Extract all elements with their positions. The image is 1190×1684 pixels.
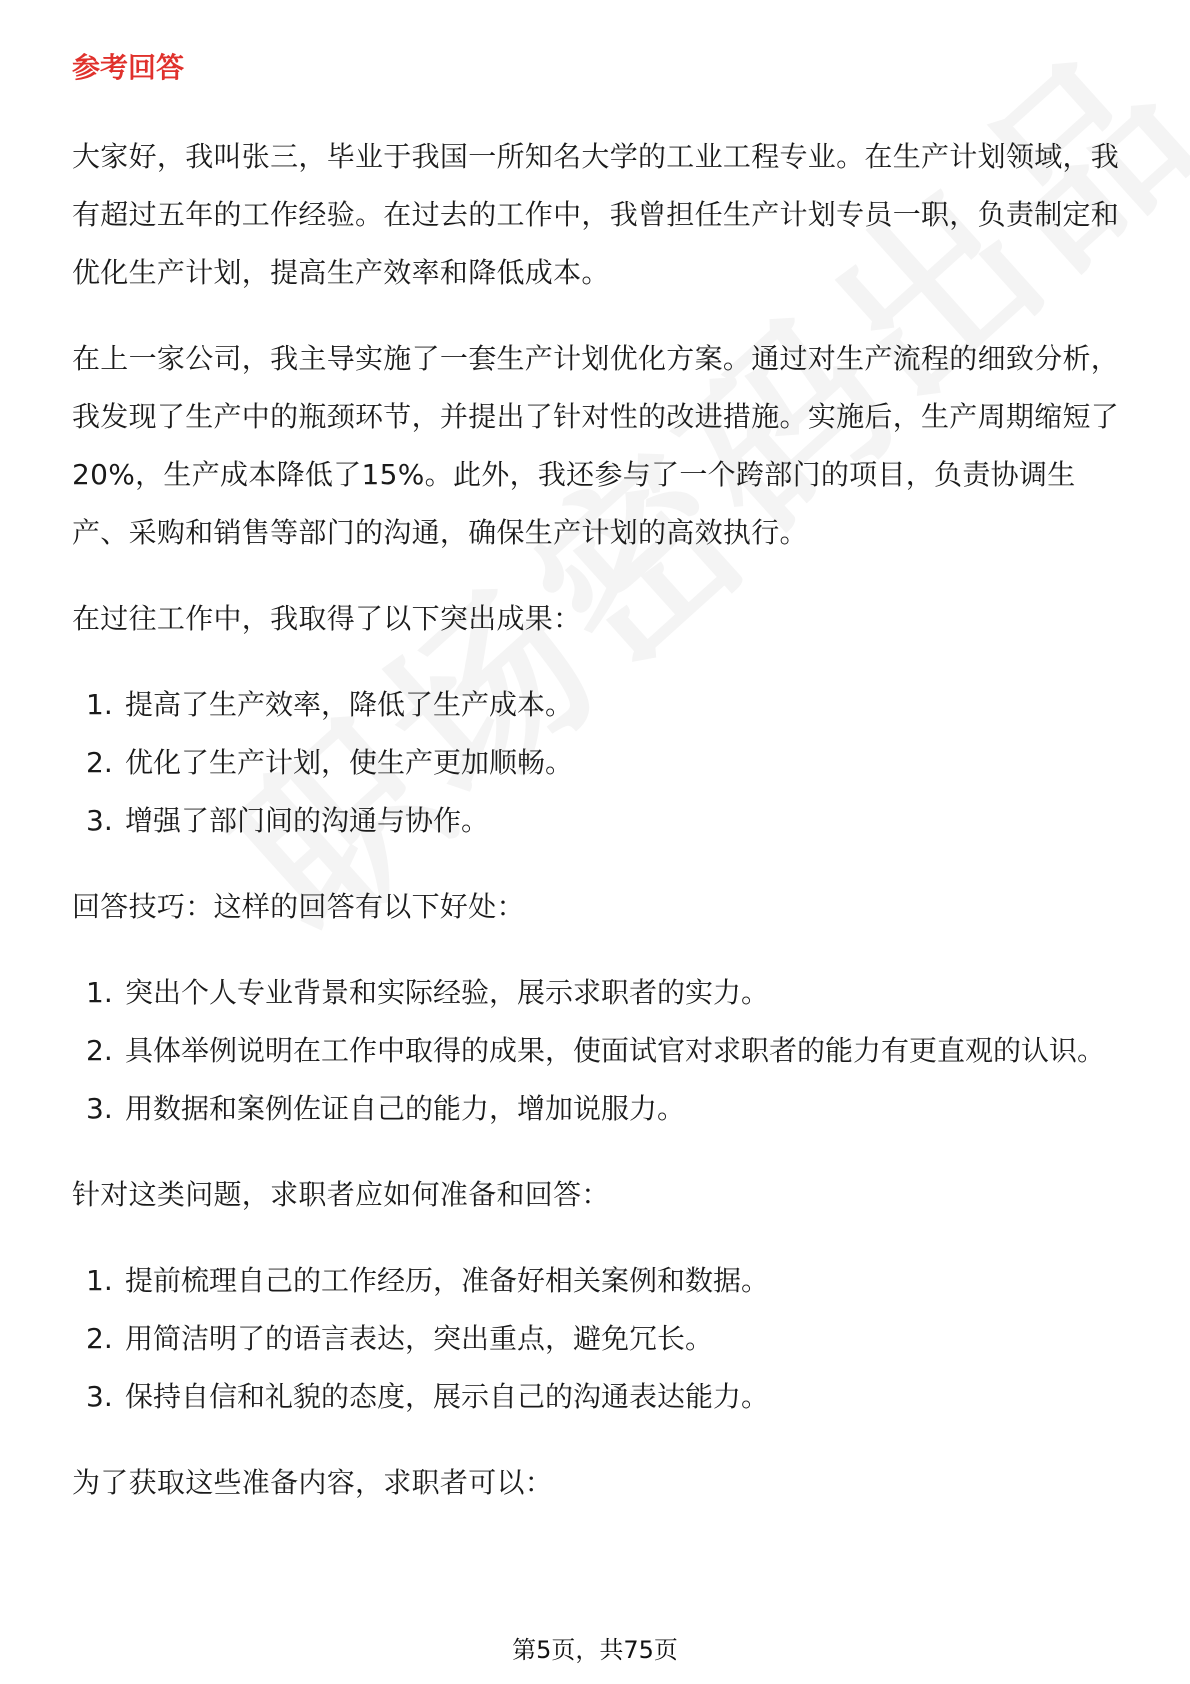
document-page: [72, 48, 1122, 1540]
list-item: 2. 优化了生产计划，使生产更加顺畅。: [86, 746, 574, 779]
tips-intro: 回答技巧：这样的回答有以下好处：: [72, 890, 525, 923]
source-intro: 为了获取这些准备内容，求职者可以：: [72, 1466, 554, 1499]
intro-paragraph: 大家好，我叫张三，毕业于我国一所知名大学的工业工程专业。在生产计划领域，我有超过五年的工作经验。在过去的工作中，我曾担任生产计划专员一职，负责制定和优化生产计划，提高生产效率和降低成本。: [72, 140, 1120, 289]
tips-list: [72, 964, 1122, 1138]
list-item: 3. 用数据和案例佐证自己的能力，增加说服力。: [86, 1092, 686, 1125]
section-heading: 参考回答: [72, 51, 185, 84]
list-item: 1. 提高了生产效率，降低了生产成本。: [86, 688, 574, 721]
experience-paragraph: 在上一家公司，我主导实施了一套生产计划优化方案。通过对生产流程的细致分析，我发现了生产中的瓶颈环节，并提出了针对性的改进措施。实施后，生产周期缩短了20%，生产成本降低了15%。此外，我还参与了一个跨部门的项目，负责协调生产、采购和销售等部门的沟通，确保生产计划的高效执行。: [72, 342, 1120, 549]
prep-list: [72, 1252, 1122, 1426]
achievements-intro: 在过往工作中，我取得了以下突出成果：: [72, 602, 582, 635]
page-footer: 第5页，共75页: [512, 1636, 678, 1664]
list-item: 1. 提前梳理自己的工作经历，准备好相关案例和数据。: [86, 1264, 770, 1297]
list-item: 2. 具体举例说明在工作中取得的成果，使面试官对求职者的能力有更直观的认识。: [86, 1034, 1106, 1067]
list-item: 2. 用简洁明了的语言表达，突出重点，避免冗长。: [86, 1322, 714, 1355]
list-item: 3. 保持自信和礼貌的态度，展示自己的沟通表达能力。: [86, 1380, 770, 1413]
achievements-list: [72, 676, 1122, 850]
list-item: 3. 增强了部门间的沟通与协作。: [86, 804, 490, 837]
prep-intro: 针对这类问题，求职者应如何准备和回答：: [72, 1178, 610, 1211]
list-item: 1. 突出个人专业背景和实际经验，展示求职者的实力。: [86, 976, 770, 1009]
